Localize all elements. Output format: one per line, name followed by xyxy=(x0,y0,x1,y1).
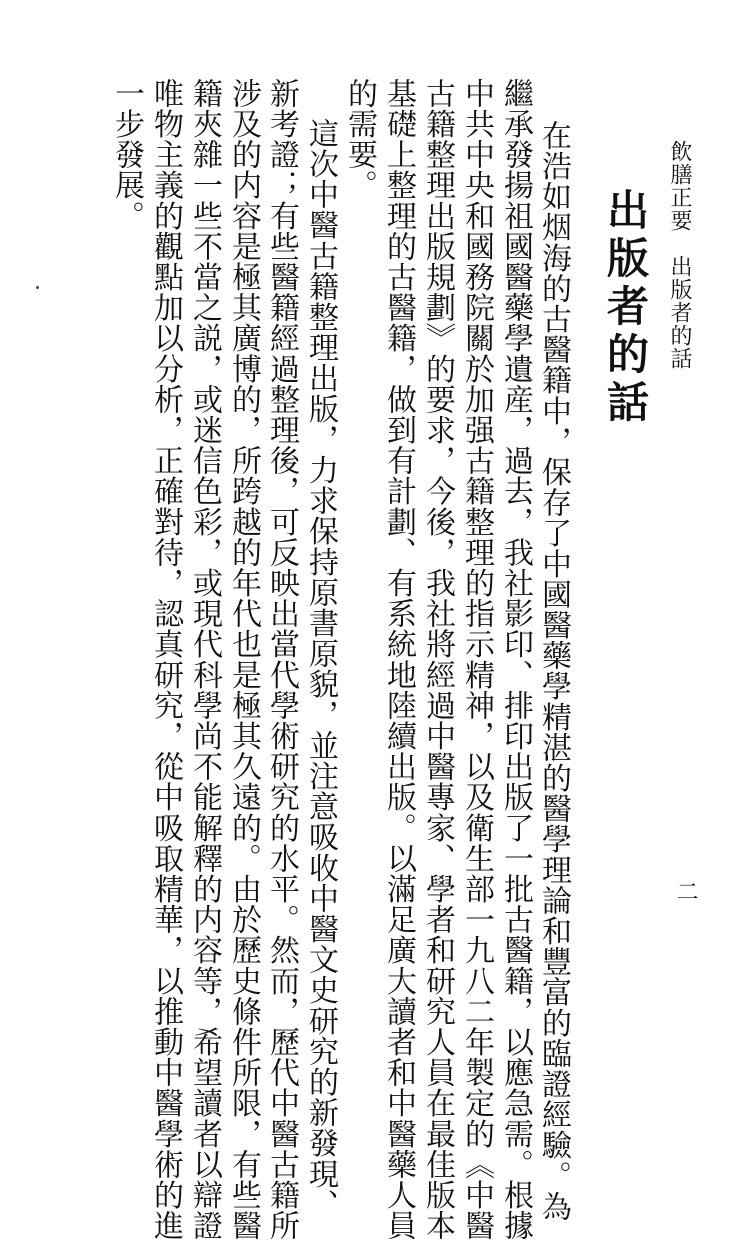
body-line: 在浩如烟海的古醫籍中，保存了中國醫藥學精湛的醫學理論和豐富的臨證經驗。為 xyxy=(536,120,571,1222)
body-line: 籍夾雜一些不當之説，或迷信色彩，或現代科學尚不能解釋的内容等，希望讀者以辯證 xyxy=(187,78,222,1241)
body-line: 一步發展。 xyxy=(109,78,144,231)
body-line: 這次中醫古籍整理出版，力求保持原書原貌，並注意吸收中醫文史研究的新發現、 xyxy=(303,118,338,1220)
body-line: 基礎上整理的古醫籍，做到有計劃、有系統地陸續出版。以滿足廣大讀者和中醫藥人員 xyxy=(381,78,416,1241)
body-line: 涉及的内容是極其廣博的，所跨越的年代也是極其久遠的。由於歷史條件所限，有些醫 xyxy=(226,78,261,1241)
page-number: 二 xyxy=(673,880,698,902)
page-title: 出版者的話 xyxy=(601,188,650,428)
body-line: 的需要。 xyxy=(342,78,377,201)
running-header: 飲膳正要 出版者的話 xyxy=(667,140,692,370)
body-line: 中共中央和國務院關於加强古籍整理的指示精神，以及衛生部一九八二年製定的《中醫 xyxy=(459,78,494,1241)
scan-speck xyxy=(36,286,39,289)
body-line: 唯物主義的觀點加以分析，正確對待，認真研究，從中吸取精華，以推動中醫學術的進 xyxy=(148,78,183,1241)
body-line: 繼承發揚祖國醫藥學遺産，過去，我社影印、排印出版了一批古醫籍，以應急需。根據 xyxy=(498,78,533,1241)
body-line: 古籍整理出版規劃》的要求，今後，我社將經過中醫專家、學者和研究人員在最佳版本 xyxy=(420,78,455,1241)
body-line: 新考證；有些醫籍經過整理後，可反映出當代學術研究的水平。然而，歷代中醫古籍所 xyxy=(264,78,299,1241)
